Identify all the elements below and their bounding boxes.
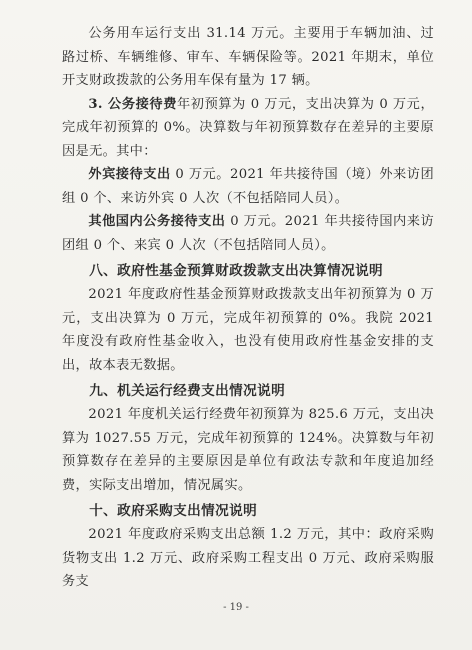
paragraph-reception-fee	[62, 93, 434, 164]
document-body	[62, 22, 434, 594]
page-number: - 19 -	[223, 602, 249, 613]
section-heading-8: 八、政府性基金预算财政拨款支出决算情况说明	[89, 263, 384, 279]
paragraph-vehicle-operation: 公务用车运行支出 31.14 万元。主要用于车辆加油、过路过桥、车辆维修、审车、车辆保险等。2021 年期末，单位开支财政拨款的公务用车保有量为 17 辆。	[62, 26, 434, 88]
reception-fee-text: 年初预算为 0 万元，支出决算为 0 万元，完成年初预算的 0%。决算数与年初预算数存在差异的主要原因是无。其中：	[62, 96, 434, 159]
paragraph-section-8: 2021 年度政府性基金预算财政拨款支出年初预算为 0 万元，支出决算为 0 万元，完成年初预算的 0%。我院 2021 年度没有政府性基金收入，也没有使用政府性基金安排的支出，故本表无数据。	[62, 287, 434, 373]
paragraph-foreign-guests	[62, 163, 434, 210]
foreign-guests-heading: 外宾接待支出	[88, 167, 171, 182]
section-heading-9: 九、机关运行经费支出情况说明	[89, 383, 286, 399]
section-heading-10: 十、政府采购支出情况说明	[89, 503, 258, 519]
domestic-guests-text: 0 万元。2021 年共接待国内来访团组 0 个、来宾 0 人次（不包括陪同人员）。	[62, 214, 434, 253]
domestic-guests-heading: 其他国内公务接待支出	[88, 214, 226, 229]
paragraph-section-10: 2021 年度政府采购支出总额 1.2 万元，其中：政府采购货物支出 1.2 万元、政府采购工程支出 0 万元、政府采购服务支	[62, 527, 434, 589]
reception-fee-heading: 3. 公务接待费	[88, 96, 177, 112]
paragraph-section-9: 2021 年度机关运行经费年初预算为 825.6 万元，支出决算为 1027.55 万元，完成年初预算的 124%。决算数与年初预算数存在差异的主要原因是单位有政法专款和年度追加经费，实际支出增加，情况属实。	[62, 407, 434, 493]
foreign-guests-text: 0 万元。2021 年共接待国（境）外来访团组 0 个、来访外宾 0 人次（不包括陪同人员）。	[62, 167, 434, 206]
paragraph-domestic-guests	[62, 210, 434, 257]
